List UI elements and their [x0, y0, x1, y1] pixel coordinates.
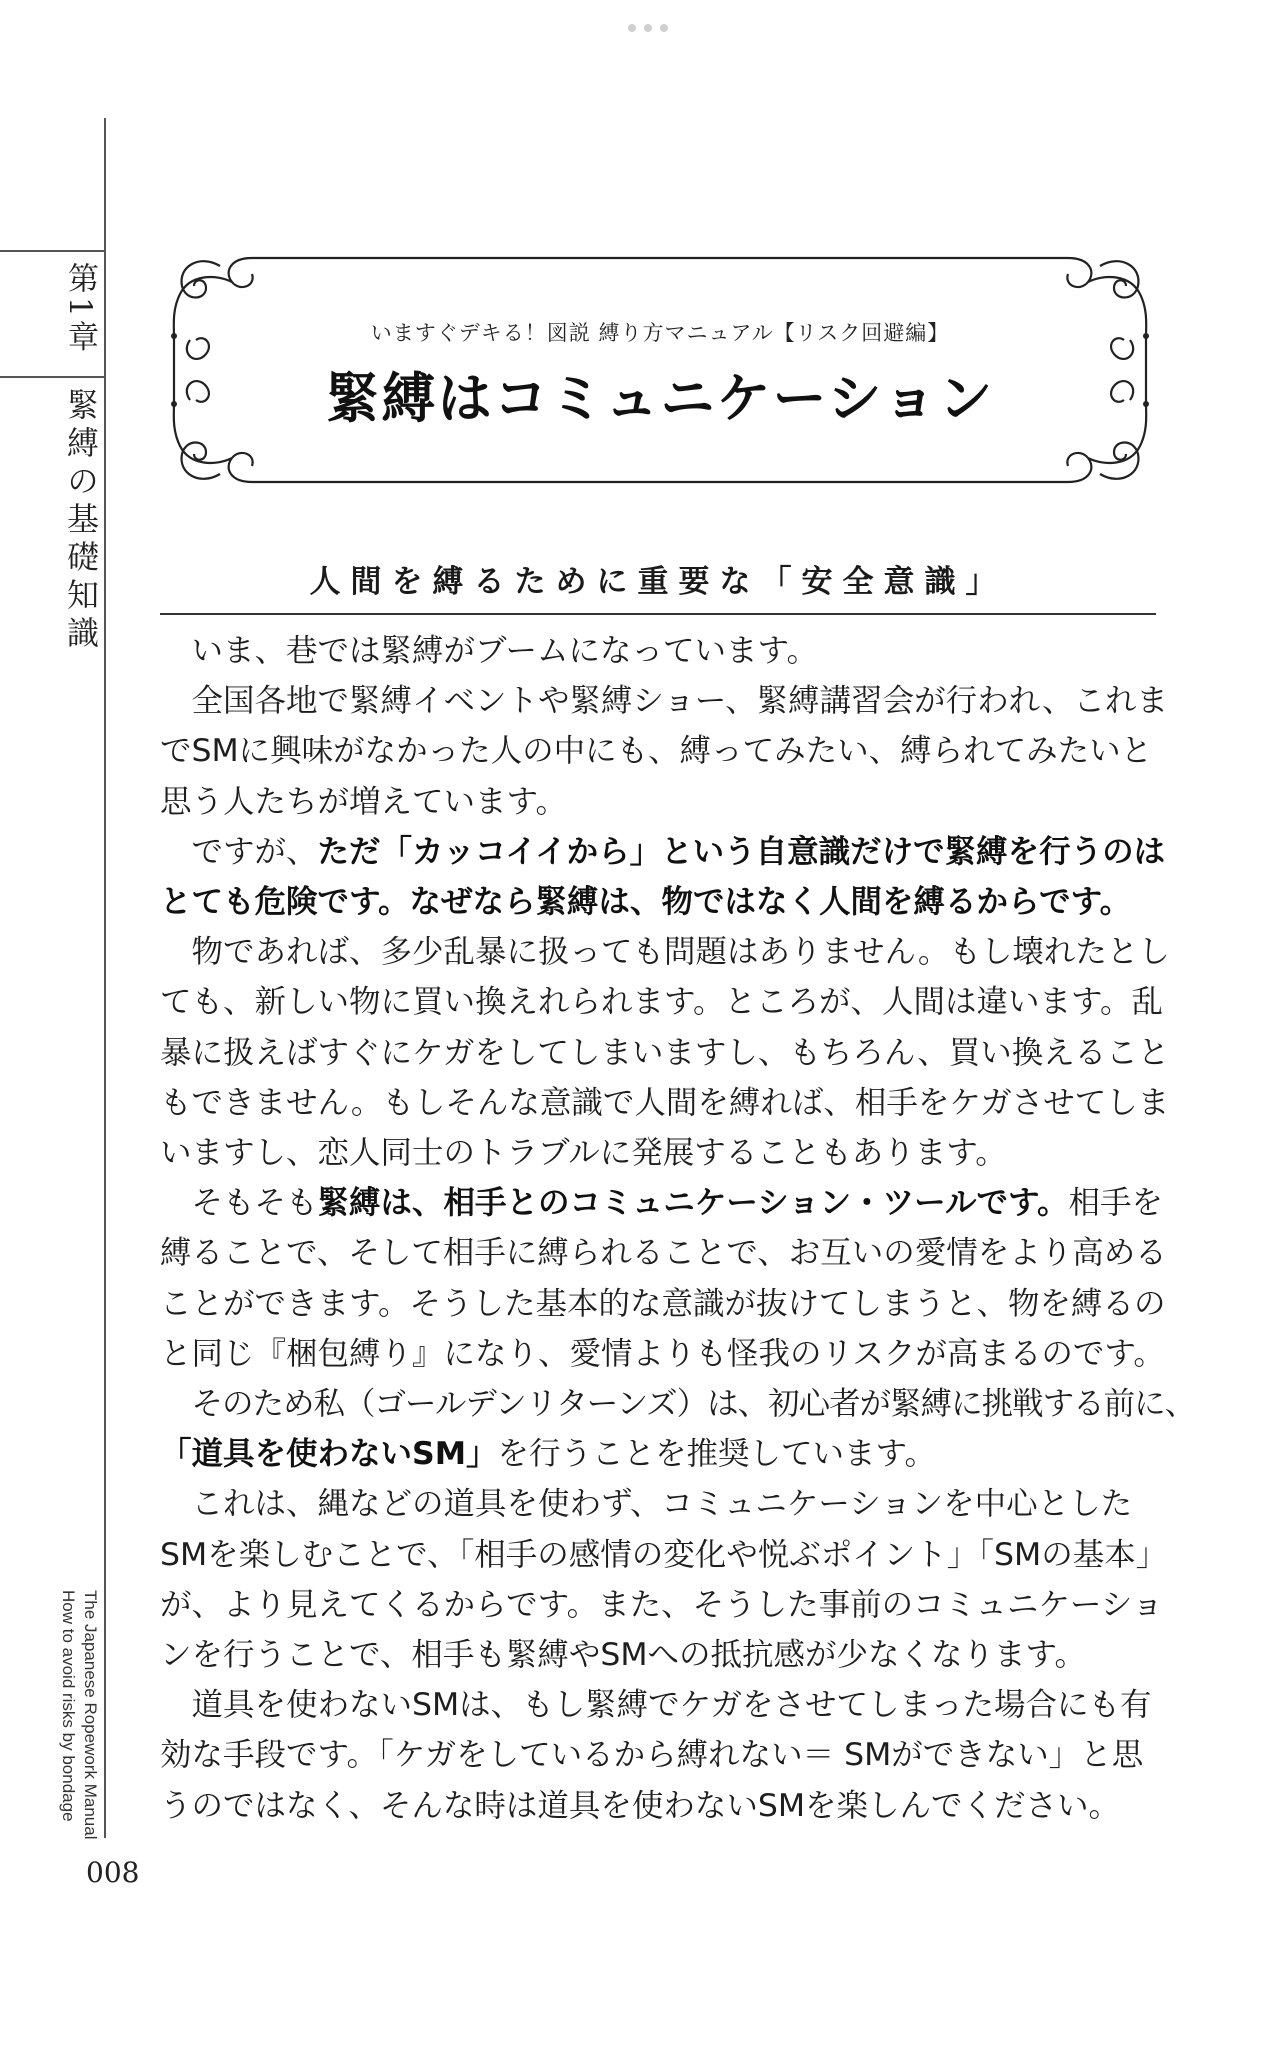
text-line: 縛ることで、そして相手に縛られることで、お互いの愛情をより高める: [160, 1235, 1167, 1272]
text-line: 道具を使わないSMは、もし緊縛でケガをさせてしまった場合にも有: [191, 1687, 1152, 1724]
english-subtitle-line2: How to avoid risks by bondage: [59, 1590, 78, 1822]
text-line: SMを楽しむことで、「相手の感情の変化や悦ぶポイント」「SMの基本」: [160, 1536, 1168, 1573]
text-line: 全国各地で緊縛イベントや緊縛ショー、緊縛講習会が行われ、これま: [191, 683, 1169, 720]
text-line: 物であれば、多少乱暴に扱っても問題はありません。もし壊れたとし: [191, 934, 1170, 971]
emphasis-text: 「道具を使わないSM」: [160, 1436, 498, 1473]
text-line: [129, 1429, 1161, 1479]
text-line: ンを行うことで、相手も緊縛やSMへの抵抗感が少なくなります。: [160, 1637, 1087, 1674]
title-frame: [160, 244, 1160, 496]
chapter-name: 緊縛の基礎知識: [62, 388, 100, 654]
body-text: [160, 626, 1196, 1831]
text-line: 効な手段です。「ケガをしているから縛れない＝ SMができない」と思: [160, 1737, 1144, 1774]
paragraph: [160, 827, 1166, 927]
text-line: [160, 1178, 1163, 1228]
handle-dot: [644, 24, 652, 32]
paragraph: [160, 676, 1169, 827]
text-line: ことができます。そうした基本的な意識が抜けてしまうと、物を縛るの: [160, 1285, 1166, 1322]
text-line: ても、新しい物に買い換えれられます。ところが、人間は違います。乱: [160, 984, 1163, 1021]
text-line: 暴に扱えばすぐにケガをしてしまいますし、もちろん、買い換えること: [160, 1034, 1170, 1071]
text-span: を行うことを推奨しています。: [497, 1436, 937, 1473]
section-heading: 人間を縛るために重要な「安全意識」: [309, 564, 1007, 600]
text-line: 思う人たちが増えています。: [160, 783, 567, 820]
section-divider: [160, 613, 1156, 615]
emphasis-text: 緊縛は、相手とのコミュニケーション・ツールです。: [317, 1185, 1069, 1222]
chapter-rule-bottom: [0, 376, 104, 378]
paragraph: [160, 626, 1160, 676]
text-line: いますし、恋人同士のトラブルに発展することもあります。: [160, 1135, 1007, 1172]
handle-dot: [660, 24, 668, 32]
english-subtitle: [57, 1590, 101, 1839]
text-span: ですが、: [191, 833, 318, 870]
text-line: [160, 827, 1166, 877]
text-span: そもそも: [191, 1185, 318, 1222]
text-line: うのではなく、そんな時は道具を使わないSMを楽しんでください。: [160, 1787, 1121, 1824]
paragraph: [160, 1379, 1196, 1479]
drag-handle[interactable]: [628, 24, 668, 32]
margin-rule: [104, 118, 106, 1838]
text-line: [129, 877, 1161, 927]
text-line: そのため私（ゴールデンリターンズ）は、初心者が緊縛に挑戦する前に、: [191, 1386, 1196, 1423]
chapter-rule-top: [0, 250, 104, 252]
page-number: 008: [86, 1856, 140, 1889]
handle-dot: [628, 24, 636, 32]
text-span: 相手を: [1068, 1185, 1163, 1222]
paragraph: [160, 927, 1170, 1178]
text-line: これは、縄などの道具を使わず、コミュニケーションを中心とした: [191, 1486, 1133, 1523]
paragraph: [160, 1680, 1160, 1831]
chapter-number: 第1章: [62, 262, 98, 356]
text-line: が、より見えてくるからです。また、そうした事前のコミュニケーショ: [160, 1586, 1164, 1623]
text-line: いま、巷では緊縛がブームになっています。: [191, 633, 819, 669]
series-subtitle: いますぐデキる！図説 縛り方マニュアル【リスク回避編】: [370, 321, 950, 345]
text-line: でSMに興味がなかった人の中にも、縛ってみたい、縛られてみたいと: [160, 733, 1153, 770]
paragraph: [160, 1178, 1167, 1379]
paragraph: [160, 1479, 1168, 1680]
text-line: もできません。もしそんな意識で人間を縛れば、相手をケガさせてしま: [160, 1084, 1170, 1121]
emphasis-text: とても危険です。なぜなら緊縛は、物ではなく人間を縛るからです。: [160, 884, 1132, 921]
page-title: 緊縛はコミュニケーション: [325, 367, 995, 430]
text-line: と同じ『梱包縛り』になり、愛情よりも怪我のリスクが高まるのです。: [160, 1335, 1165, 1372]
english-subtitle-line1: The Japanese Ropework Manual: [81, 1590, 100, 1840]
emphasis-text: ただ「カッコイイから」という自意識だけで緊縛を行うのは: [317, 833, 1166, 870]
